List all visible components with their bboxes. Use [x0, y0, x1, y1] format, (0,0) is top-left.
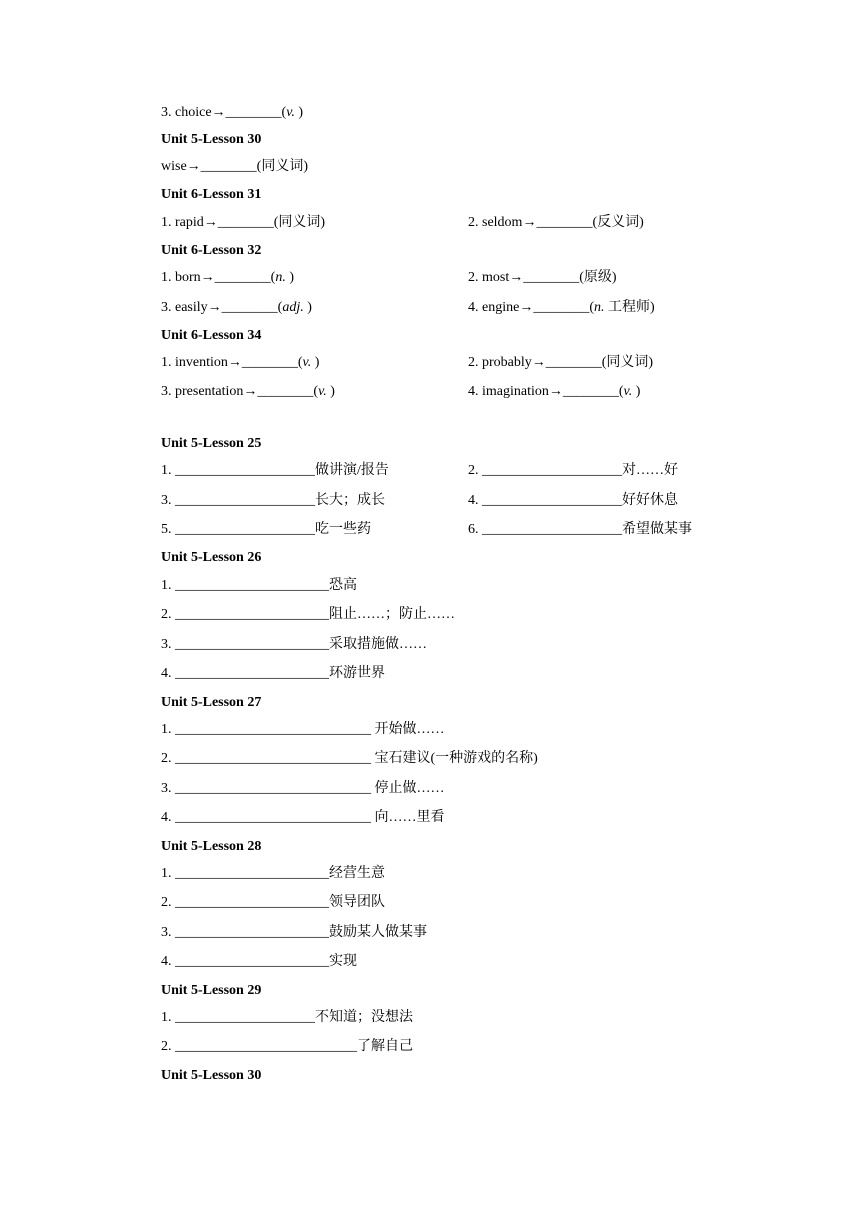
phrase-item: 5. ____________________吃一些药 [161, 522, 371, 537]
phrase-item: 1. ______________________经营生意 [161, 866, 385, 881]
phrase-item: 3. ____________________________ 停止做…… [161, 781, 445, 796]
phrase-item: 3. ______________________鼓励某人做某事 [161, 925, 427, 940]
phrase-item: 2. ______________________领导团队 [161, 895, 385, 910]
section-heading: Unit 5-Lesson 27 [161, 695, 262, 710]
phrase-item: 2. ______________________阻止……；防止…… [161, 607, 455, 622]
exercise-item: 2. seldom→________(反义词) [468, 215, 644, 230]
phrase-item: 3. ____________________长大；成长 [161, 493, 385, 508]
phrase-item: 2. ____________________对……好 [468, 463, 678, 478]
section-heading: Unit 5-Lesson 29 [161, 983, 262, 998]
section-heading: Unit 5-Lesson 30 [161, 1068, 262, 1083]
phrase-item: 1. ______________________恐高 [161, 578, 357, 593]
exercise-item: wise→________(同义词) [161, 159, 308, 174]
exercise-item: 1. invention→________(v. ) [161, 355, 320, 370]
exercise-item: 3. easily→________(adj. ) [161, 300, 312, 315]
phrase-item: 1. ____________________________ 开始做…… [161, 722, 445, 737]
section-heading: Unit 6-Lesson 32 [161, 243, 262, 258]
exercise-item: 3. presentation→________(v. ) [161, 384, 335, 399]
phrase-item: 4. ______________________环游世界 [161, 666, 385, 681]
section-heading: Unit 6-Lesson 34 [161, 328, 262, 343]
exercise-item: 4. engine→________(n. 工程师) [468, 300, 655, 315]
exercise-item: 2. probably→________(同义词) [468, 355, 654, 370]
section-heading: Unit 5-Lesson 28 [161, 839, 262, 854]
phrase-item: 2. __________________________了解自己 [161, 1039, 413, 1054]
phrase-item: 1. ____________________不知道；没想法 [161, 1010, 413, 1025]
exercise-item: 4. imagination→________(v. ) [468, 384, 641, 399]
exercise-item: 2. most→________(原级) [468, 270, 617, 285]
phrase-item: 3. ______________________采取措施做…… [161, 637, 427, 652]
section-heading: Unit 5-Lesson 26 [161, 550, 262, 565]
exercise-item: 3. choice→________(v. ) [161, 105, 304, 120]
section-heading: Unit 5-Lesson 30 [161, 132, 262, 147]
phrase-item: 2. ____________________________ 宝石建议(一种游戏的名称) [161, 751, 538, 766]
exercise-item: 1. rapid→________(同义词) [161, 215, 326, 230]
phrase-item: 4. ____________________好好休息 [468, 493, 678, 508]
section-heading: Unit 6-Lesson 31 [161, 187, 262, 202]
phrase-item: 4. ______________________实现 [161, 954, 357, 969]
section-heading: Unit 5-Lesson 25 [161, 436, 262, 451]
phrase-item: 4. ____________________________ 向……里看 [161, 810, 445, 825]
phrase-item: 6. ____________________希望做某事 [468, 522, 692, 537]
exercise-item: 1. born→________(n. ) [161, 270, 294, 285]
phrase-item: 1. ____________________做讲演/报告 [161, 463, 389, 478]
